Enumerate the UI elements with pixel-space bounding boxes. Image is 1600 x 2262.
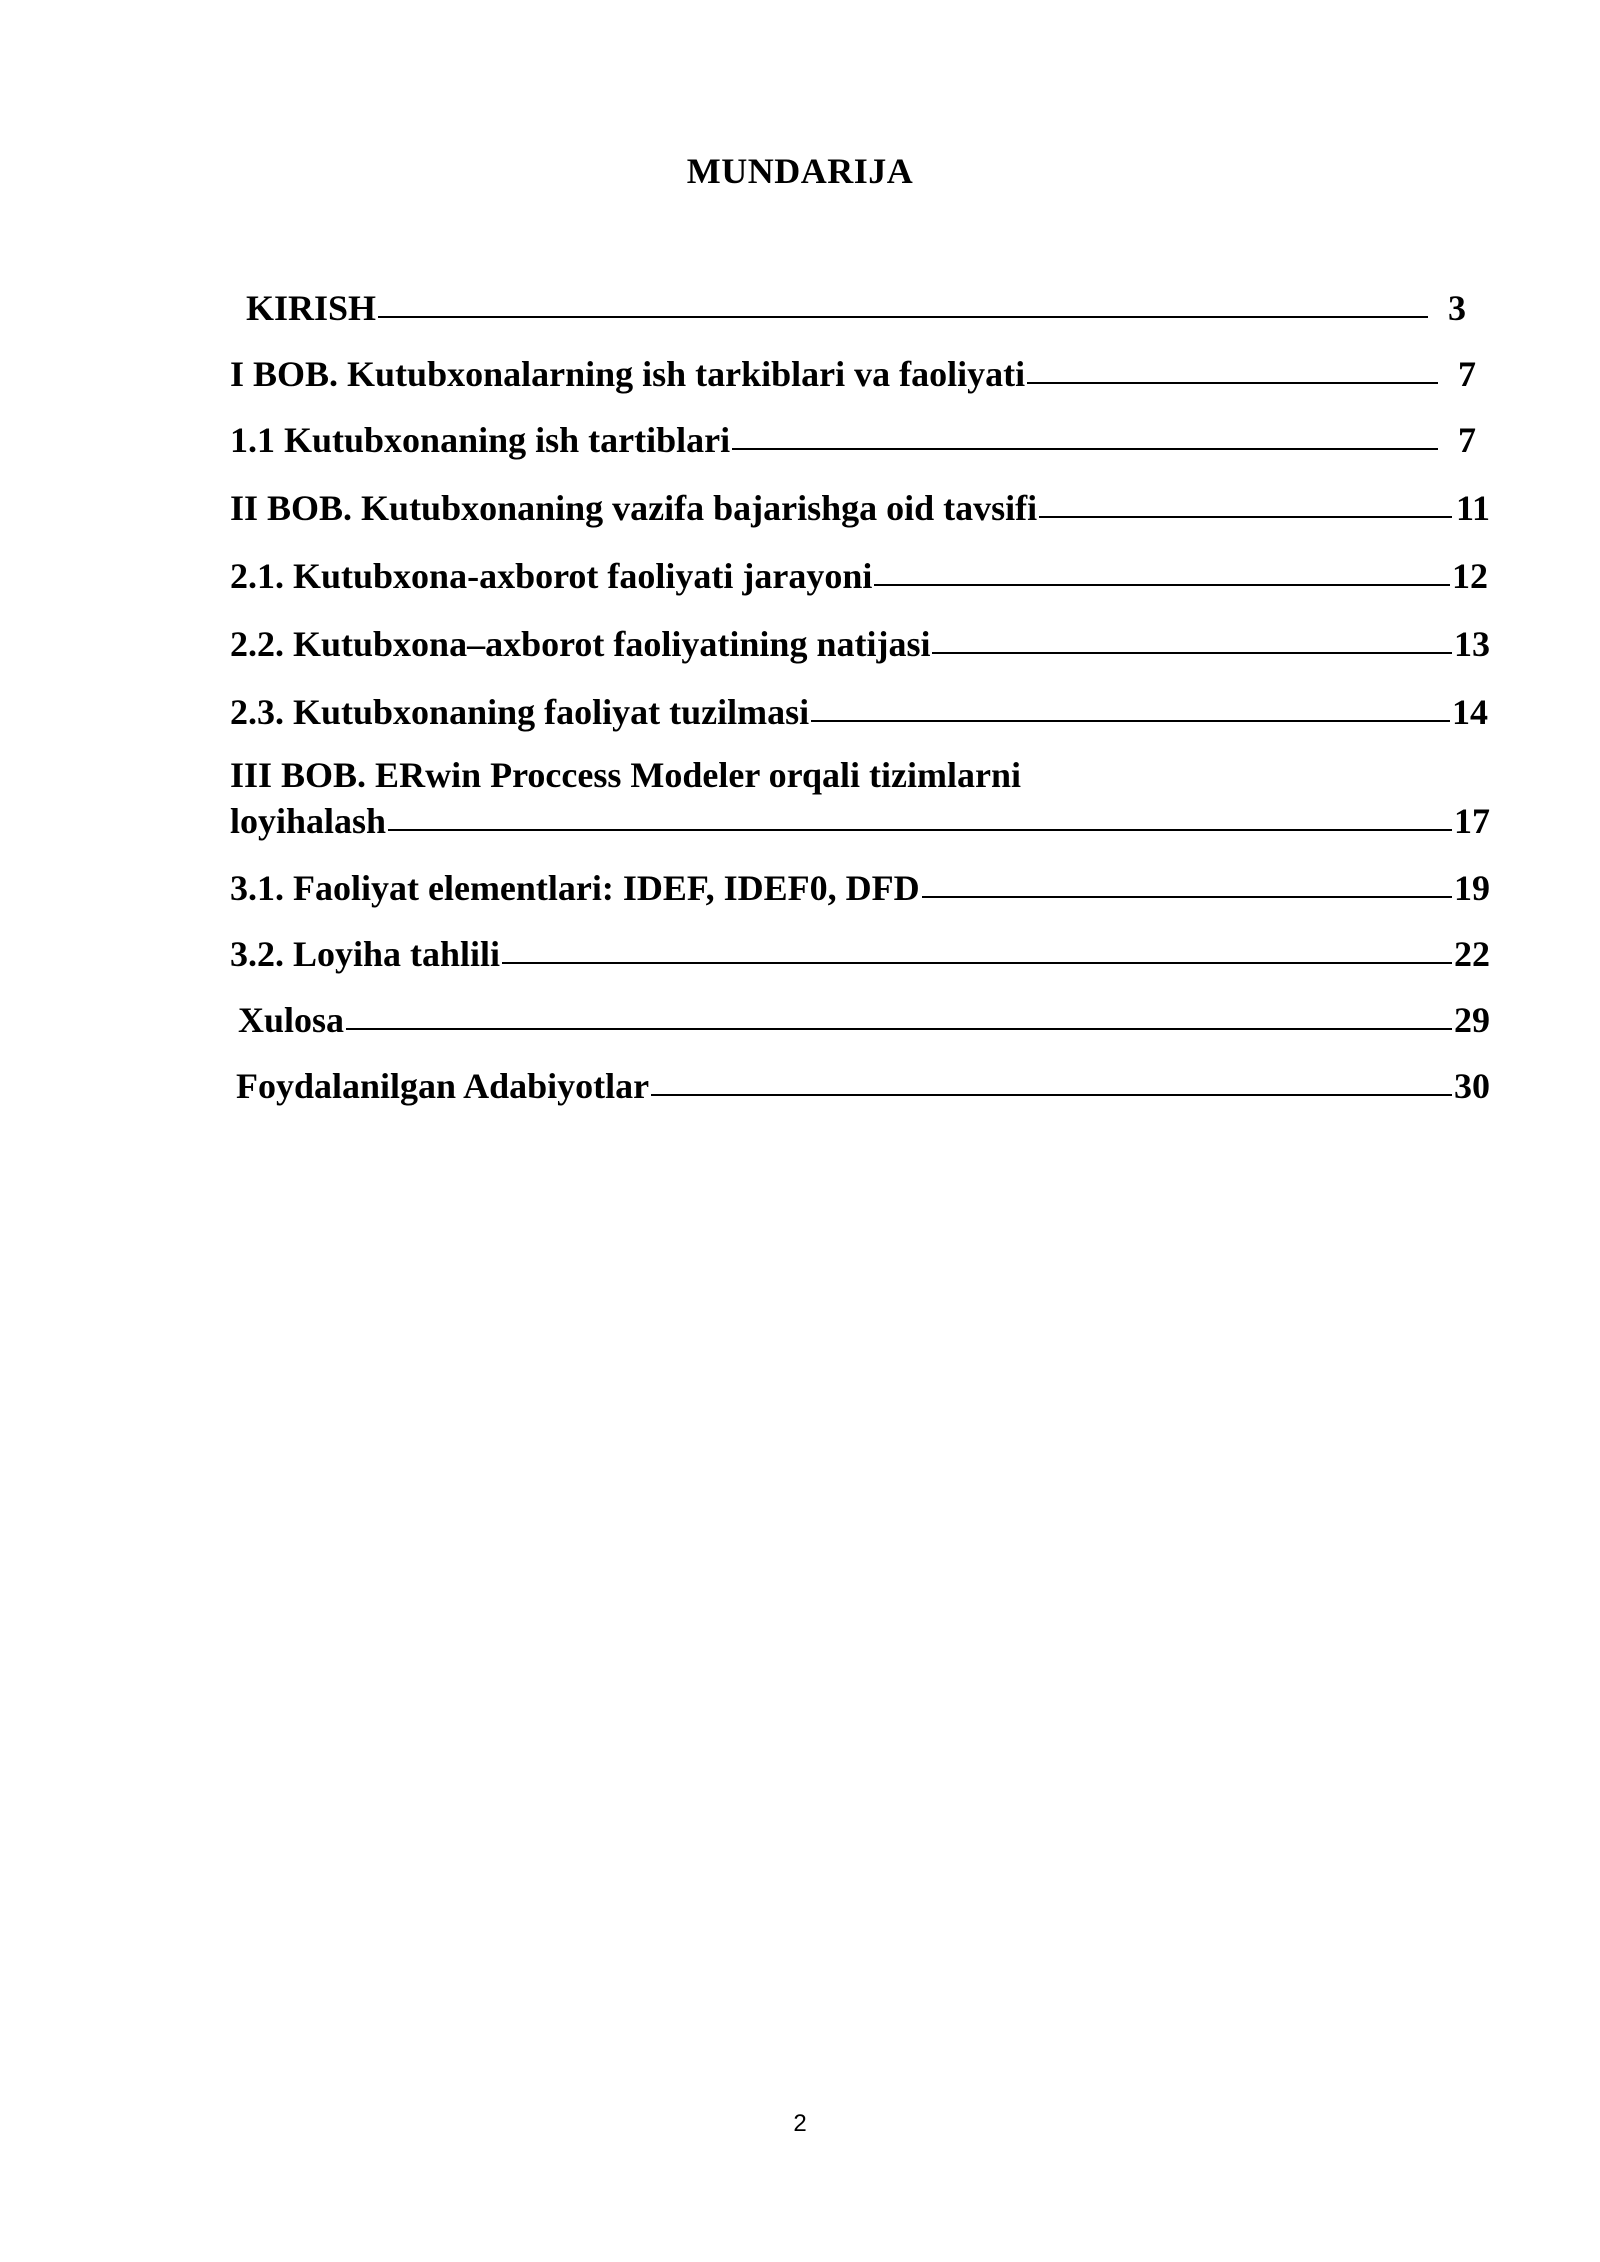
toc-entry-line2	[230, 798, 1490, 844]
toc-entry-label: II BOB. Kutubxonaning vazifa bajarishga oid tavsifi	[230, 488, 1038, 528]
toc-entry-section-2-1[interactable]	[230, 554, 1490, 598]
toc-entry-page: 7	[1458, 420, 1476, 460]
toc-entry-label: 2.1. Kutubxona-axborot faoliyati jarayoni	[230, 556, 873, 596]
toc-entry-label: 2.2. Kutubxona–axborot faoliyatining natijasi	[230, 624, 931, 664]
toc-entry-label-line1: III BOB. ERwin Proccess Modeler orqali tizimlarni	[230, 755, 1021, 795]
toc-entry-chapter-1[interactable]	[230, 352, 1490, 396]
toc-leader-line	[651, 1094, 1452, 1096]
toc-entry-label: KIRISH	[246, 288, 377, 328]
toc-leader-line	[932, 652, 1452, 654]
toc-entry-chapter-3[interactable]	[230, 752, 1490, 844]
toc-entry-section-2-3[interactable]	[230, 690, 1490, 734]
toc-leader-line	[388, 829, 1452, 831]
toc-entry-section-1-1[interactable]	[230, 418, 1490, 462]
toc-leader-line	[874, 584, 1450, 586]
toc-entry-chapter-2[interactable]	[230, 486, 1490, 530]
toc-entry-label: 2.3. Kutubxonaning faoliyat tuzilmasi	[230, 692, 810, 732]
toc-entry-label: 3.1. Faoliyat elementlari: IDEF, IDEF0, DFD	[230, 868, 920, 908]
toc-entry-kirish[interactable]	[246, 286, 1490, 330]
toc-entry-page: 22	[1454, 934, 1490, 974]
toc-entry-page: 14	[1452, 692, 1488, 732]
toc-entry-section-3-2[interactable]	[230, 932, 1490, 976]
toc-entry-section-2-2[interactable]	[230, 622, 1490, 666]
toc-entry-page: 17	[1454, 801, 1490, 841]
toc-leader-line	[346, 1028, 1452, 1030]
toc-leader-line	[922, 896, 1452, 898]
toc-entry-label-line2: loyihalash	[230, 801, 387, 841]
toc-entry-label: Foydalanilgan Adabiyotlar	[236, 1066, 650, 1106]
toc-leader-line	[811, 720, 1450, 722]
page-number: 2	[793, 2110, 807, 2137]
toc-entry-page: 19	[1454, 868, 1490, 908]
toc-entry-label: I BOB. Kutubxonalarning ish tarkiblari va faoliyati	[230, 354, 1026, 394]
toc-entry-xulosa[interactable]	[238, 998, 1490, 1042]
toc-entry-page: 12	[1452, 556, 1488, 596]
toc-entry-section-3-1[interactable]	[230, 866, 1490, 910]
page-title: MUNDARIJA	[686, 151, 914, 191]
toc-entry-page: 11	[1455, 488, 1490, 528]
toc-entry-label: Xulosa	[238, 1000, 345, 1040]
toc-entry-page: 13	[1454, 624, 1490, 664]
toc-entry-page: 29	[1454, 1000, 1490, 1040]
toc-leader-line	[378, 316, 1428, 318]
toc-leader-line	[732, 448, 1438, 450]
toc-entry-bibliography[interactable]	[236, 1064, 1490, 1108]
toc-leader-line	[1027, 382, 1438, 384]
toc-entry-label: 1.1 Kutubxonaning ish tartiblari	[230, 420, 731, 460]
toc-leader-line	[1039, 516, 1452, 518]
toc-entry-label: 3.2. Loyiha tahlili	[230, 934, 501, 974]
toc-entry-page: 7	[1458, 354, 1476, 394]
toc-leader-line	[502, 962, 1452, 964]
toc-entry-page: 3	[1448, 288, 1466, 328]
toc-entry-page: 30	[1454, 1066, 1490, 1106]
